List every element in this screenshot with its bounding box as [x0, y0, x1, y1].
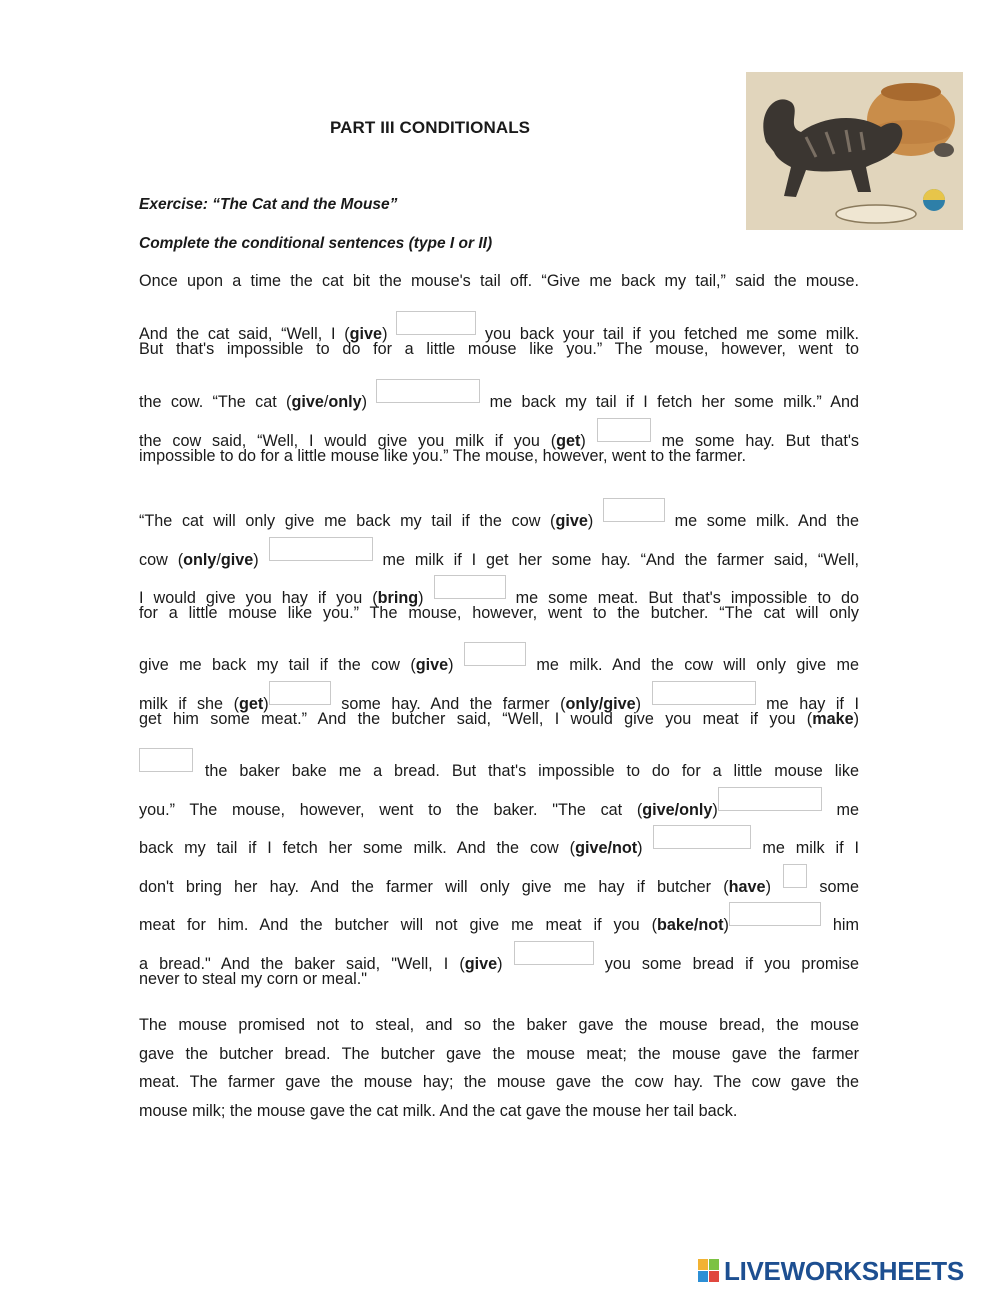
story-line: get him some meat.” And the butcher said, “Well, I would give you meat if you (make) — [139, 710, 859, 728]
liveworksheets-logo — [698, 1256, 964, 1286]
answer-blank-4[interactable] — [603, 498, 665, 522]
brand-name: LIVEWORKSHEETS — [724, 1255, 964, 1286]
story-line: don't bring her hay. And the farmer will only give me hay if butcher (have) some — [139, 864, 859, 897]
answer-blank-2[interactable] — [376, 379, 480, 403]
story-line: “The cat will only give me back my tail if the cow (give) me some milk. And the — [139, 498, 859, 531]
closing-line: The mouse promised not to steal, and so the baker gave the mouse bread, the mouse — [139, 1016, 859, 1034]
liveworksheets-logo-icon — [698, 1259, 720, 1283]
story-line: Once upon a time the cat bit the mouse's tail off. “Give me back my tail,” said the mouse. — [139, 272, 859, 290]
closing-line: meat. The farmer gave the mouse hay; the mouse gave the cow hay. The cow gave the — [139, 1073, 859, 1091]
answer-blank-6[interactable] — [434, 575, 506, 599]
story-line: the cow. “The cat (give/only) me back my tail if I fetch her some milk.” And — [139, 379, 859, 412]
story-line: impossible to do for a little mouse like you.” The mouse, however, went to the farmer. — [139, 447, 747, 465]
story-line: I would give you hay if you (bring) me some meat. But that's impossible to do — [139, 575, 859, 608]
story-line: But that's impossible to do for a little mouse like you.” The mouse, however, went to — [139, 340, 859, 358]
answer-blank-5[interactable] — [269, 537, 373, 561]
answer-blank-11[interactable] — [718, 787, 822, 811]
story-line: the baker bake me a bread. But that's impossible to do for a little mouse like — [139, 748, 859, 781]
answer-blank-9[interactable] — [652, 681, 756, 705]
story-line: give me back my tail if the cow (give) me milk. And the cow will only give me — [139, 642, 859, 675]
answer-blank-15[interactable] — [514, 941, 594, 965]
story-line: you.” The mouse, however, went to the baker. "The cat (give/only) me — [139, 787, 859, 820]
cat-and-mouse-illustration — [746, 72, 963, 230]
story-line: meat for him. And the butcher will not give me meat if you (bake/not) him — [139, 902, 859, 935]
story-line: for a little mouse like you.” The mouse, however, went to the butcher. “The cat will only — [139, 604, 859, 622]
answer-blank-1[interactable] — [396, 311, 476, 335]
story-line: the cow said, “Well, I would give you milk if you (get) me some hay. But that's — [139, 418, 859, 451]
answer-blank-14[interactable] — [729, 902, 821, 926]
story-line: a bread." And the baker said, "Well, I (give) you some bread if you promise — [139, 941, 859, 974]
answer-blank-7[interactable] — [464, 642, 526, 666]
closing-line: mouse milk; the mouse gave the cat milk. And the cat gave the mouse her tail back. — [139, 1101, 738, 1120]
answer-blank-12[interactable] — [653, 825, 751, 849]
answer-blank-3[interactable] — [597, 418, 651, 442]
closing-paragraph — [139, 1011, 859, 1125]
exercise-instructions: Complete the conditional sentences (type I or II) — [139, 235, 493, 252]
answer-blank-10[interactable] — [139, 748, 193, 772]
story-line: back my tail if I fetch her some milk. And the cow (give/not) me milk if I — [139, 825, 859, 858]
story-line: And the cat said, “Well, I (give) you back your tail if you fetched me some milk. — [139, 311, 859, 344]
story-line: cow (only/give) me milk if I get her some hay. “And the farmer said, “Well, — [139, 537, 859, 570]
page-title: PART III CONDITIONALS — [330, 118, 531, 137]
exercise-title: Exercise: “The Cat and the Mouse” — [139, 196, 398, 213]
story-line: never to steal my corn or meal." — [139, 970, 367, 988]
answer-blank-13[interactable] — [783, 864, 807, 888]
answer-blank-8[interactable] — [269, 681, 331, 705]
closing-line: gave the butcher bread. The butcher gave the mouse meat; the mouse gave the farmer — [139, 1044, 859, 1063]
story-line: milk if she (get) some hay. And the farmer (only/give) me hay if I — [139, 681, 859, 714]
